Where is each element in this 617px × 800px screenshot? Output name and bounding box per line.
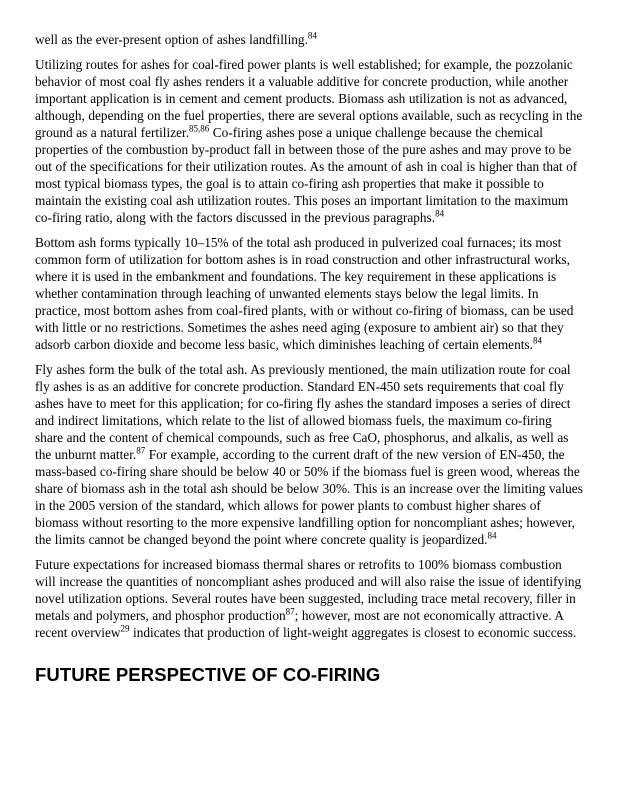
- reference-superscript: 84: [307, 30, 317, 41]
- section-heading: FUTURE PERSPECTIVE OF CO-FIRING: [35, 664, 381, 685]
- reference-superscript: 84: [435, 208, 445, 219]
- reference-superscript: 84: [532, 335, 542, 346]
- reference-superscript: 29: [120, 623, 130, 634]
- paragraph-bottom-ash: Bottom ash forms typically 10–15% of the total ash produced in pulverized coal furnaces; its most common form of utilization for bottom ashes is in road construction and other infrastructural works, where it is used in the embankment and foundations. The key requirement in these applications is whether contamination through leaching of unwanted elements stays below the legal limits. In practice, most bottom ashes from coal-fired plants, with or without co-firing of biomass, can be used with little or no restrictions. Sometimes the ashes need aging (exposure to ambient air) so that they adsorb carbon dioxide and become less basic, which diminishes leaching of certain elements.$^{84}$: [35, 235, 574, 352]
- paragraph-future-expectations: Future expectations for increased biomass thermal shares or retrofits to 100% biomass combustion will increase the quantities of noncompliant ashes produced and will also raise the issue of identifying novel utilization options. Several routes have been suggested, including trace metal recovery, filler in metals and polymers, and phosphor production$^{87}$; however, most are not economically attractive. A recent overview$^{29}$ indicates that production of light-weight aggregates is closest to economic success.: [35, 557, 582, 640]
- article-body: [35, 31, 583, 641]
- reference-superscript: 87: [136, 445, 146, 456]
- reference-superscript: 84: [487, 530, 497, 541]
- reference-superscript: 85,86: [189, 123, 210, 134]
- paragraph-ash-utilization-routes: Utilizing routes for ashes for coal-fired power plants is well established; for example, the pozzolanic behavior of most coal fly ashes renders it a valuable additive for concrete production, while another important application is in cement and cement products. Biomass ash utilization is not as advanced, although, depending on the fuel properties, there are several options available, such as recycling in the ground as a natural fertilizer.$^{85,86}$ Co-firing ashes pose a unique challenge because the chemical properties of the combustion by-product fall in between those of the pure ashes and may prove to be out of the specifications for their utilization routes. As the amount of ash in coal is higher than that of most typical biomass types, the goal is to attain co-firing ash properties that make it possible to maintain the existing coal ash utilization routes. This poses an important limitation to the maximum co-firing ratio, along with the factors discussed in the previous paragraphs.$^{84}$: [35, 57, 583, 225]
- paragraph-continuation: well as the ever-present option of ashes landfilling.$^{84}$: [35, 30, 317, 47]
- reference-superscript: 87: [285, 606, 295, 617]
- paragraph-fly-ashes: Fly ashes form the bulk of the total ash. As previously mentioned, the main utilization route for coal fly ashes is as an additive for concrete production. Standard EN-450 sets requirements that coal fly ashes have to meet for this application; for co-firing fly ashes the standard imposes a series of direct and indirect limitations, which relate to the list of allowed biomass fuels, the maximum co-firing share and the content of chemical compounds, such as free CaO, phosphorus, and alkalis, as well as the unburnt matter.$^{87}$ For example, according to the current draft of the new version of EN-450, the mass-based co-firing share should be below 40 or 50% if the biomass fuel is green wood, whereas the share of biomass ash in the total ash should be below 30%. This is an increase over the limiting values in the 2005 version of the standard, which allows for power plants to combust higher shares of biomass without resorting to the more expensive landfilling option for noncompliant ashes; however, the limits cannot be changed beyond the point where concrete quality is jeopardized.$^{84}$: [35, 362, 583, 547]
